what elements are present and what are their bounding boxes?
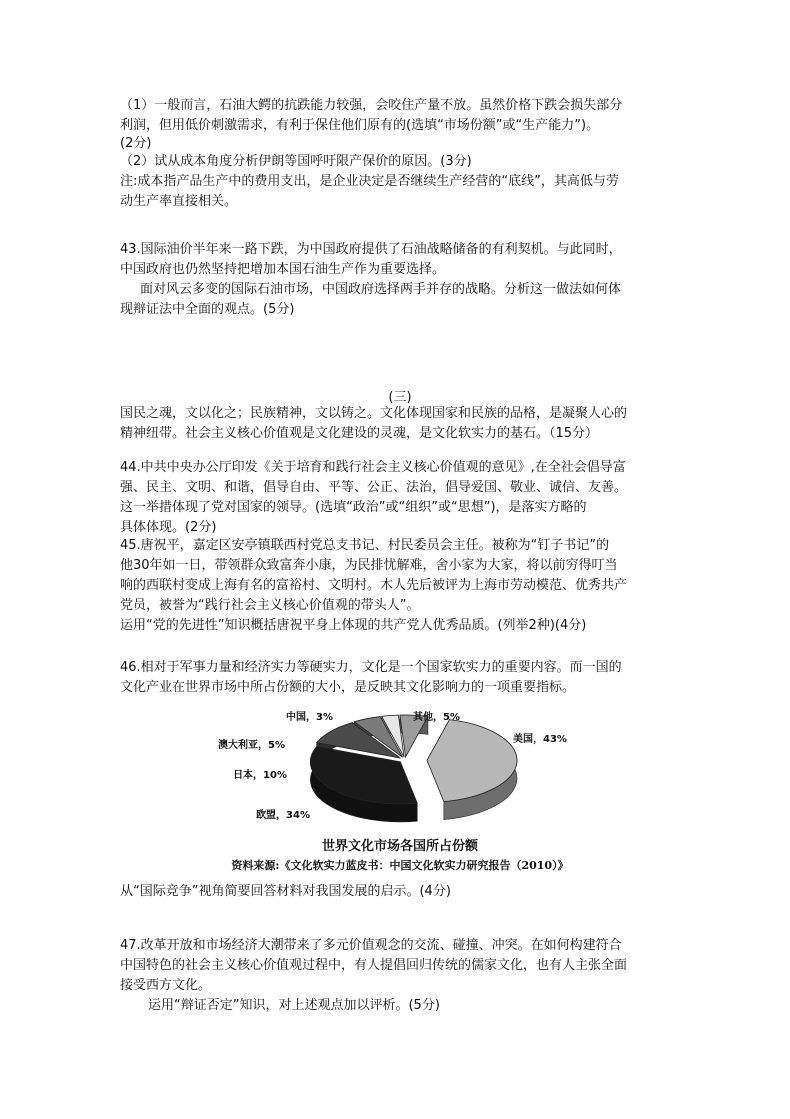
pie-chart-svg bbox=[200, 705, 600, 835]
q44-block bbox=[120, 458, 680, 538]
pie-slice-label: 日本，10% bbox=[233, 770, 287, 781]
chart-title: 世界文化市场各国所占份额 bbox=[321, 839, 478, 854]
section-3-intro bbox=[120, 404, 680, 444]
q44-line-2: 强、民主、文明、和谐，倡导自由、平等、公正、法治，倡导爱国、敬业、诚信、友善。 bbox=[120, 480, 628, 495]
q44-line-3: 这一举措体现了党对国家的领导。(选填“政治”或“组织”或“思想”)，是落实方略的 bbox=[120, 500, 587, 515]
q42-block bbox=[120, 96, 680, 212]
pie-slice-label: 其他，5% bbox=[413, 712, 460, 723]
q46-followup bbox=[120, 882, 680, 902]
q42-line-6: 动生产率直接相关。 bbox=[120, 194, 238, 209]
q46-line-2: 文化产业在世界市场中所占份额的大小，是反映其文化影响力的一项重要指标。 bbox=[120, 680, 576, 695]
q42-line-2: 利润，但用低价刺激需求，有利于保住他们原有的(选填“市场份额”或“生产能力”)。 bbox=[120, 118, 600, 133]
q43-line-3: 面对风云多变的国际石油市场，中国政府选择两手并存的战略。分析这一做法如何体 bbox=[140, 282, 622, 297]
q43-line-1: 43.国际油价半年来一路下跌，为中国政府提供了石油战略储备的有利契机。与此同时， bbox=[120, 242, 622, 257]
q43-line-2: 中国政府也仍然坚持把增加本国石油生产作为重要选择。 bbox=[120, 262, 446, 277]
pie-slice-label: 美国，43% bbox=[513, 734, 567, 745]
section-3-heading: (三) bbox=[388, 390, 412, 405]
section-3-line-1: 国民之魂，文以化之；民族精神，文以铸之。文化体现国家和民族的品格，是凝聚人心的 bbox=[120, 406, 628, 421]
q43-line-4: 现辩证法中全面的观点。(5分) bbox=[120, 302, 295, 317]
q47-line-4: 运用“辩证否定”知识，对上述观点加以评析。(5分) bbox=[148, 998, 440, 1013]
q42-line-4: （2）试从成本角度分析伊朗等国呼吁限产保价的原因。(3分) bbox=[120, 154, 472, 169]
q42-line-3: (2分) bbox=[120, 136, 152, 151]
q46-after-line: 从“国际竞争”视角简要回答材料对我国发展的启示。(4分) bbox=[120, 884, 451, 899]
q42-line-1: （1）一般而言，石油大鳄的抗跌能力较强，会咬住产量不放。虽然价格下跌会损失部分 bbox=[120, 98, 623, 113]
q45-line-3: 响的西联村变成上海有名的富裕村、文明村。木人先后被评为上海市劳动模范、优秀共产 bbox=[120, 578, 628, 593]
q47-line-3: 接受西方文化。 bbox=[120, 978, 212, 993]
pie-slice-label: 欧盟，34% bbox=[256, 810, 310, 821]
market-share-chart bbox=[200, 705, 600, 880]
q45-line-1: 45.唐祝平，嘉定区安亭镇联西村党总支书记、村民委员会主任。被称为“钉子书记”的 bbox=[120, 538, 610, 553]
pie-slice-label: 中国，3% bbox=[286, 712, 333, 723]
q46-line-1: 46.相对于军事力量和经济实力等硬实力，文化是一个国家软实力的重要内容。而一国的 bbox=[120, 660, 622, 675]
q45-block bbox=[120, 536, 680, 636]
q47-line-2: 中国特色的社会主义核心价值观过程中，有人提倡回归传统的儒家文化，也有人主张全面 bbox=[120, 958, 628, 973]
q44-line-4: 具体体现。(2分) bbox=[120, 520, 217, 535]
pie-slice-label: 澳大利亚，5% bbox=[218, 740, 285, 751]
q42-line-5: 注:成本指产品生产中的费用支出，是企业决定是否继续生产经营的“底线”，其高低与劳 bbox=[120, 174, 619, 189]
q45-line-5: 运用“党的先进性”知识概括唐祝平身上体现的共产党人优秀品质。(列举2种)(4分) bbox=[120, 618, 587, 633]
q45-line-4: 党员，被誉为“践行社会主义核心价值观的带头人”。 bbox=[120, 598, 420, 613]
q44-line-1: 44.中共中央办公厅印发《关于培育和践行社会主义核心价值观的意见》,在全社会倡导富 bbox=[120, 460, 626, 475]
q45-line-2: 他30年如一日，带领群众致富奔小康，为民排忧解难，舍小家为大家，将以前穷得叮当 bbox=[120, 558, 618, 573]
section-3-line-2: 精神纽带。社会主义核心价值观是文化建设的灵魂，是文化软实力的基石。（15分） bbox=[120, 426, 599, 441]
q47-line-1: 47.改革开放和市场经济大潮带来了多元价值观念的交流、碰撞、冲突。在如何构建符合 bbox=[120, 938, 622, 953]
chart-source: 资料来源:《文化软实力蓝皮书：中国文化软实力研究报告（2010）》 bbox=[231, 859, 569, 872]
q46-block bbox=[120, 658, 680, 698]
q47-block bbox=[120, 936, 680, 1016]
q43-block bbox=[120, 240, 680, 320]
